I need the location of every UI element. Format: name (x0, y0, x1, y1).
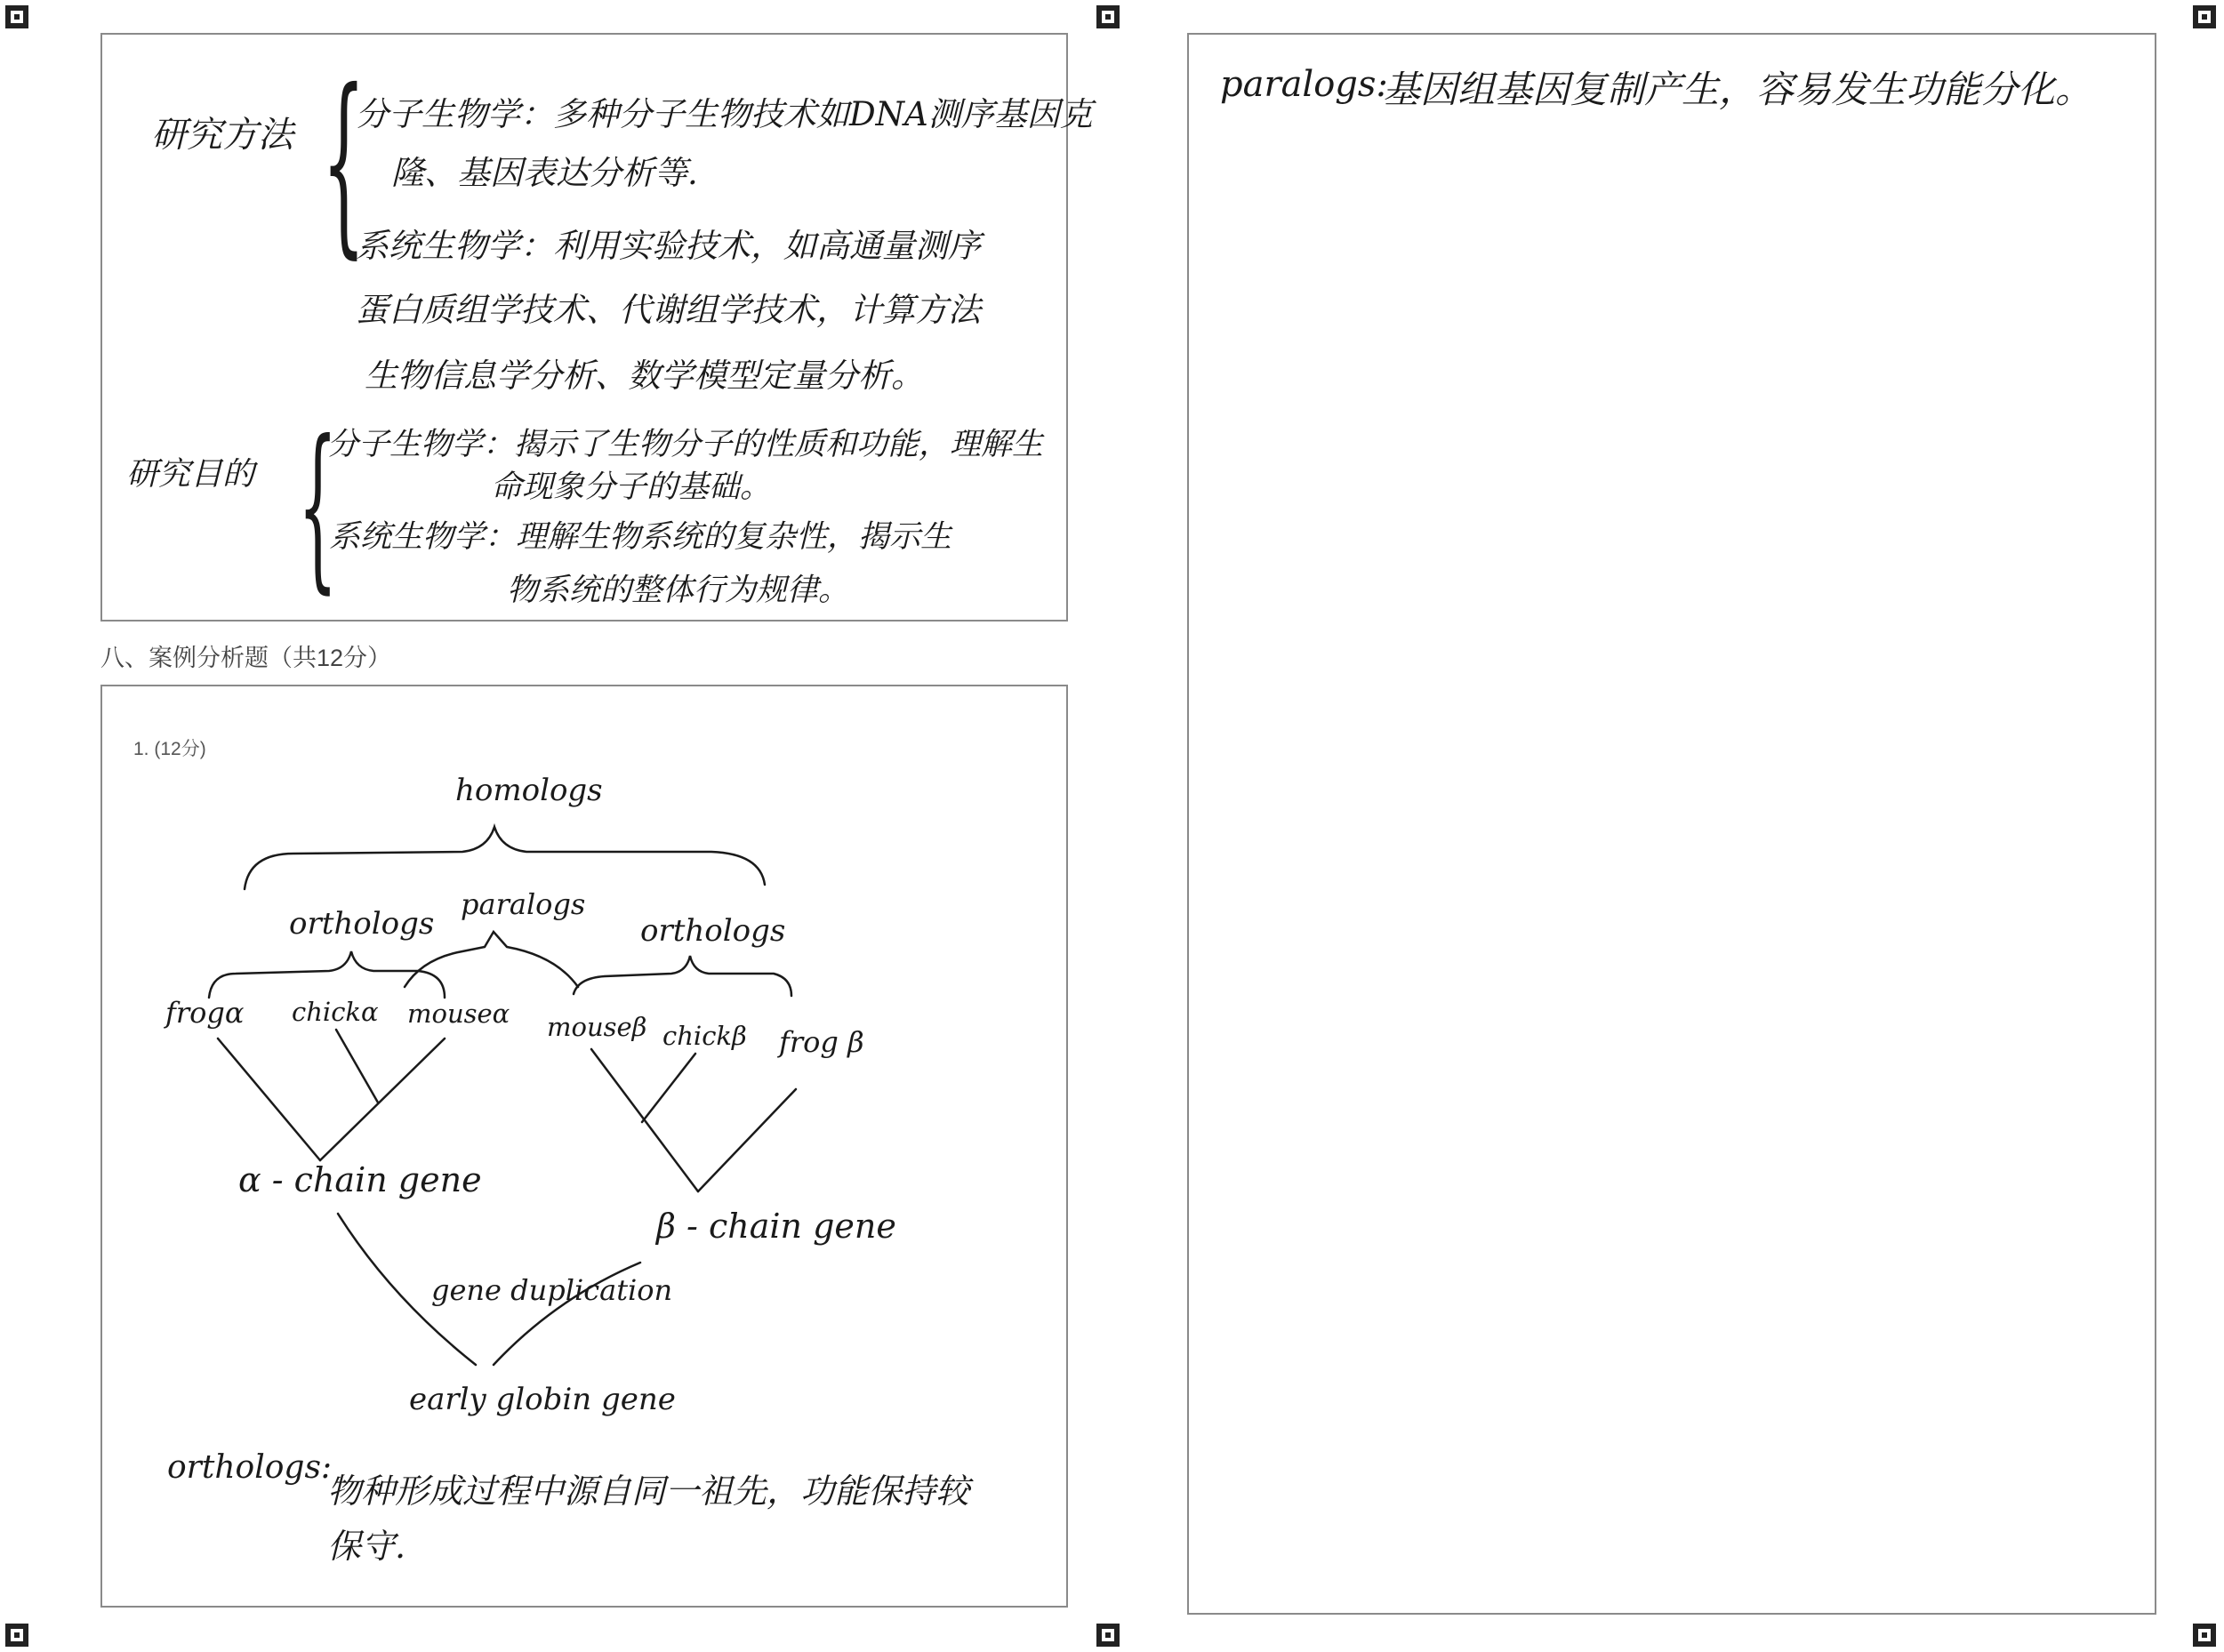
orthologs-right-label: orthologs (640, 913, 786, 949)
methods-systems-text: 系统生物学：利用实验技术，如高通量测序 (356, 227, 981, 265)
corner-marker-top-right (2193, 5, 2216, 28)
methods-brace: { (322, 48, 365, 276)
corner-marker-bottom-left (5, 1624, 28, 1647)
frog-alpha-label: frogα (165, 996, 245, 1030)
corner-marker-bottom-center (1096, 1624, 1120, 1647)
orthologs-answer-label: orthologs: (167, 1449, 333, 1486)
homologs-label: homologs (455, 773, 603, 808)
frog-beta-label: frog β (779, 1025, 864, 1059)
purpose-systems-text-2: 物系统的整体行为规律。 (507, 573, 850, 608)
corner-marker-top-center (1096, 5, 1120, 28)
section-title: 八、案例分析题（共12分） (100, 645, 392, 671)
purpose-molecular-text: 分子生物学：揭示了生物分子的性质和功能，理解生 (327, 427, 1044, 462)
beta-chain-gene-label: β - chain gene (656, 1207, 896, 1246)
mouse-alpha-label: mouseα (407, 998, 510, 1029)
gene-duplication-label: gene duplication (431, 1273, 673, 1307)
question-number: 1. (12分) (133, 739, 206, 759)
purpose-systems-text: 系统生物学：理解生物系统的复杂性，揭示生 (329, 519, 952, 555)
corner-marker-top-left (5, 5, 28, 28)
early-globin-gene-label: early globin gene (409, 1382, 676, 1417)
corner-marker-bottom-right (2193, 1624, 2216, 1647)
chick-alpha-label: chickα (292, 997, 379, 1027)
alpha-chain-gene-label: α - chain gene (238, 1160, 482, 1199)
paralogs-answer-label: paralogs: (1220, 64, 1388, 105)
paralogs-answer-text: 基因组基因复制产生，容易发生功能分化。 (1383, 68, 2093, 111)
orthologs-left-label: orthologs (289, 906, 435, 942)
answer-box-paralogs (1187, 33, 2156, 1615)
chick-beta-label: chickβ (662, 1021, 747, 1051)
methods-systems-text-2: 蛋白质组学技术、代谢组学技术，计算方法 (356, 291, 981, 329)
orthologs-answer-text: 物种形成过程中源自同一祖先，功能保持较 (327, 1472, 970, 1511)
mouse-beta-label: mouseβ (547, 1012, 647, 1042)
purpose-molecular-text-2: 命现象分子的基础。 (491, 469, 772, 505)
methods-label: 研究方法 (151, 115, 293, 156)
purpose-brace: { (298, 403, 338, 610)
paralogs-label: paralogs (461, 887, 586, 921)
orthologs-answer-text-2: 保守. (327, 1527, 406, 1566)
purpose-label: 研究目的 (126, 456, 255, 493)
methods-systems-text-3: 生物信息学分析、数学模型定量分析。 (365, 357, 924, 395)
methods-molecular-text: 分子生物学：多种分子生物技术如DNA测序基因克 (356, 95, 1093, 133)
methods-molecular-text-2: 隆、基因表达分析等. (391, 154, 698, 192)
